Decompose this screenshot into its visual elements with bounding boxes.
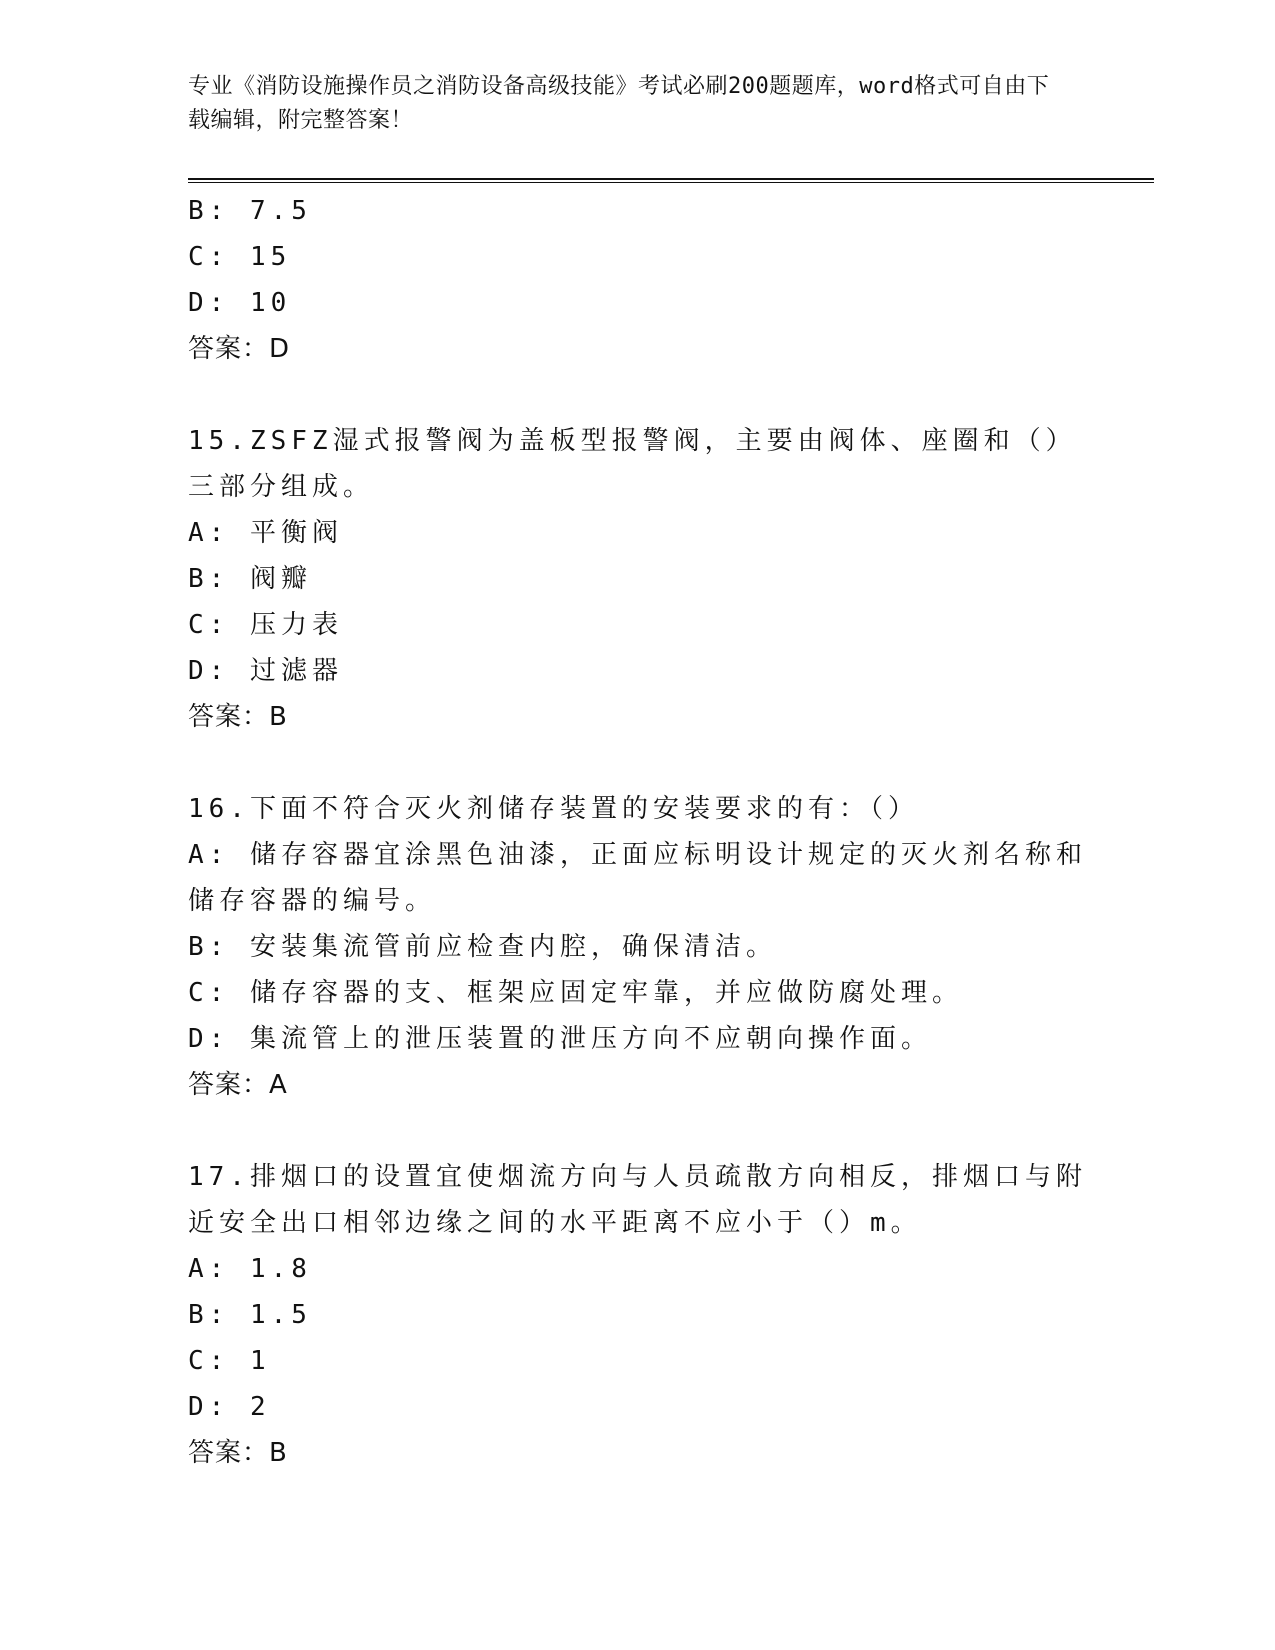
option-d: D: 过滤器	[188, 656, 343, 686]
question-list	[188, 188, 1088, 1476]
option-b: B: 1.5	[188, 1300, 312, 1330]
question-stem: 17.排烟口的设置宜使烟流方向与人员疏散方向相反，排烟口与附近安全出口相邻边缘之间的水平距离不应小于（）m。	[188, 1162, 1087, 1238]
option-a: A: 储存容器宜涂黑色油漆，正面应标明设计规定的灭火剂名称和储存容器的编号。	[188, 840, 1087, 916]
option-c: C: 储存容器的支、框架应固定牢靠，并应做防腐处理。	[188, 978, 963, 1008]
option-a: A: 平衡阀	[188, 518, 343, 548]
option-b: B: 安装集流管前应检查内腔，确保清洁。	[188, 932, 777, 962]
answer-line: 答案：A	[188, 1070, 288, 1100]
option-d: D: 集流管上的泄压装置的泄压方向不应朝向操作面。	[188, 1024, 932, 1054]
header-divider	[188, 178, 1154, 183]
question-stem: 15.ZSFZ湿式报警阀为盖板型报警阀，主要由阀体、座圈和（）三部分组成。	[188, 426, 1077, 502]
spacer	[188, 740, 1088, 786]
previous-question-tail	[188, 188, 1088, 372]
option-c: C: 压力表	[188, 610, 343, 640]
answer-line: 答案：D	[188, 334, 291, 364]
question-16	[188, 786, 1088, 1108]
option-b: B: 阀瓣	[188, 564, 312, 594]
answer-line: 答案：B	[188, 702, 288, 732]
option-b: B: 7.5	[188, 196, 312, 226]
document-header	[188, 70, 1068, 138]
spacer	[188, 1108, 1088, 1154]
option-d: D: 2	[188, 1392, 271, 1422]
option-d: D: 10	[188, 288, 292, 318]
option-c: C: 1	[188, 1346, 271, 1376]
answer-line: 答案：B	[188, 1438, 288, 1468]
option-c: C: 15	[188, 242, 292, 272]
option-a: A: 1.8	[188, 1254, 312, 1284]
spacer	[188, 372, 1088, 418]
question-17	[188, 1154, 1088, 1476]
question-stem: 16.下面不符合灭火剂储存装置的安装要求的有：（）	[188, 794, 919, 824]
question-15	[188, 418, 1088, 740]
document-title: 专业《消防设施操作员之消防设备高级技能》考试必刷200题题库，word格式可自由下载编辑，附完整答案！	[188, 74, 1050, 133]
